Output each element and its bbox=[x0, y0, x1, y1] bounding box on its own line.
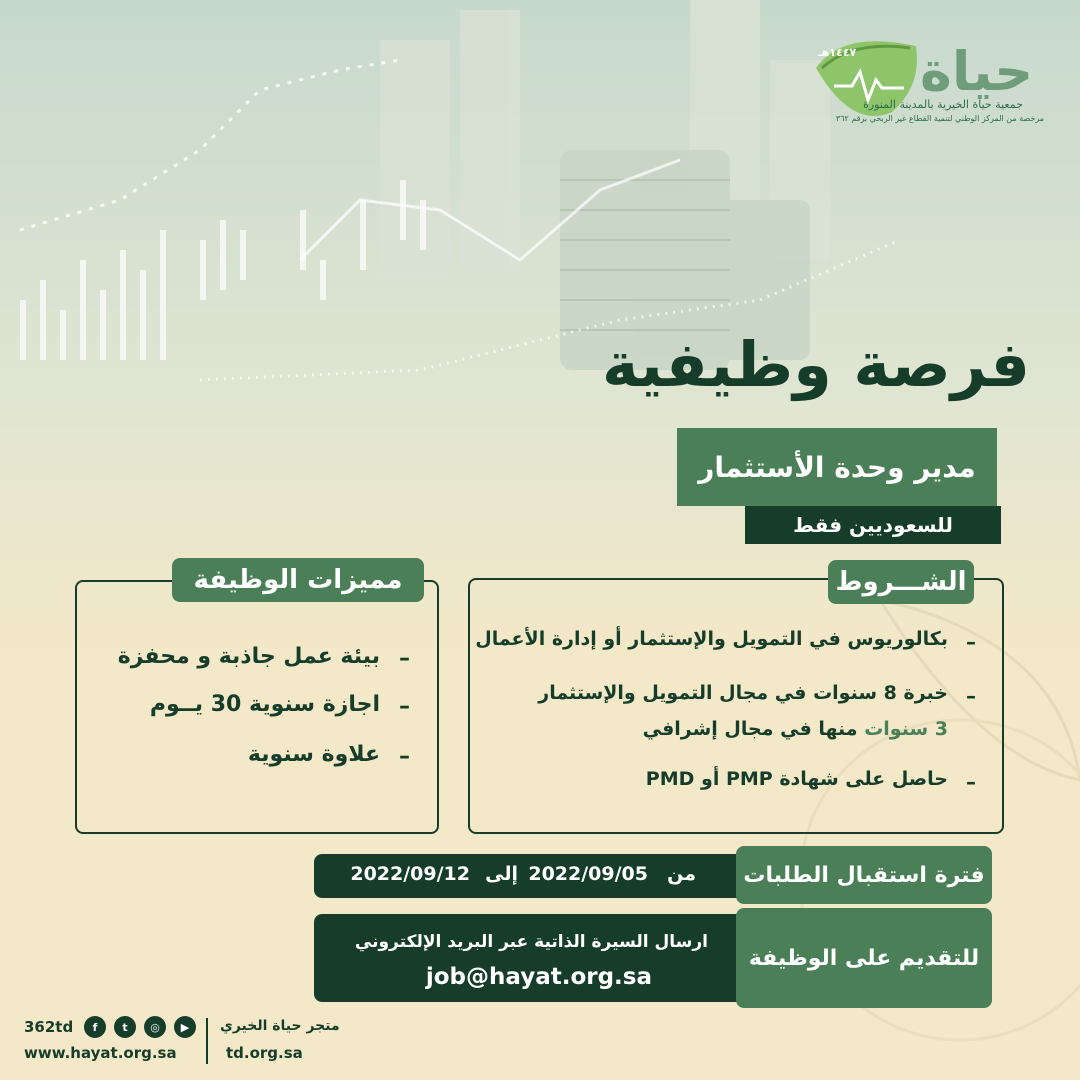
requirement-accent: 3 سنوات bbox=[864, 718, 948, 740]
bullet-dash: – bbox=[966, 630, 976, 654]
from-label: من bbox=[667, 863, 696, 885]
store-url-link[interactable]: td.org.sa bbox=[226, 1044, 303, 1062]
hijri-year: ١٤٤٧هـ bbox=[818, 46, 857, 59]
footer-divider bbox=[206, 1018, 208, 1064]
from-date: 2022/09/05 bbox=[528, 863, 648, 885]
application-period-dates bbox=[314, 854, 744, 898]
facebook-icon[interactable]: f bbox=[84, 1016, 106, 1038]
to-label: إلى bbox=[485, 863, 518, 885]
bullet-dash: – bbox=[966, 684, 976, 708]
bullet-dash: – bbox=[966, 770, 976, 794]
youtube-icon[interactable]: ▶ bbox=[174, 1016, 196, 1038]
requirement-item-detail bbox=[643, 718, 948, 740]
eligibility-tag: للسعوديين فقط bbox=[745, 506, 1001, 544]
bullet-dash: – bbox=[399, 694, 410, 719]
apply-email-link[interactable]: job@hayat.org.sa bbox=[425, 964, 652, 990]
instagram-icon[interactable]: ◎ bbox=[144, 1016, 166, 1038]
application-period-label: فترة استقبال الطلبات bbox=[736, 846, 992, 904]
to-date: 2022/09/12 bbox=[350, 863, 470, 885]
bullet-dash: – bbox=[399, 646, 410, 671]
apply-instruction: ارسال السيرة الذاتية عبر البريد الإلكتروني bbox=[354, 932, 708, 952]
brand-logo-text: حياة bbox=[920, 40, 1034, 103]
job-position-banner: مدير وحدة الأستثمار bbox=[677, 428, 997, 506]
apply-label: للتقديم على الوظيفة bbox=[736, 908, 992, 1008]
requirement-item: حاصل على شهادة PMP أو PMD bbox=[645, 768, 948, 790]
brand-license: مرخصة من المركز الوطني لتنمية القطاع غير الربحي برقم ٣٦٢ bbox=[835, 114, 1045, 123]
benefit-item: بيئة عمل جاذبة و محفزة bbox=[117, 644, 380, 669]
requirement-item: بكالوريوس في التمويل والإستثمار أو إدارة الأعمال bbox=[475, 628, 948, 650]
bullet-dash: – bbox=[399, 744, 410, 769]
requirements-heading: الشـــروط bbox=[828, 560, 974, 604]
social-handle: 362td bbox=[24, 1018, 74, 1036]
apply-info bbox=[314, 914, 744, 1002]
store-label: متجر حياة الخيري bbox=[220, 1018, 340, 1034]
benefits-heading: مميزات الوظيفة bbox=[172, 558, 424, 602]
twitter-icon[interactable]: t bbox=[114, 1016, 136, 1038]
requirement-item: خبرة 8 سنوات في مجال التمويل والإستثمار bbox=[538, 682, 948, 704]
requirement-detail-rest: منها في مجال إشرافي bbox=[642, 718, 865, 740]
requirements-box bbox=[468, 578, 1004, 834]
website-link[interactable]: www.hayat.org.sa bbox=[24, 1044, 177, 1062]
page-title: فرصة وظيفية bbox=[601, 328, 1030, 401]
benefit-item: علاوة سنوية bbox=[247, 742, 380, 767]
brand-subtitle: جمعية حياة الخيرية بالمدينة المنورة bbox=[863, 98, 1023, 111]
benefit-item: اجازة سنوية 30 يــوم bbox=[149, 692, 380, 717]
